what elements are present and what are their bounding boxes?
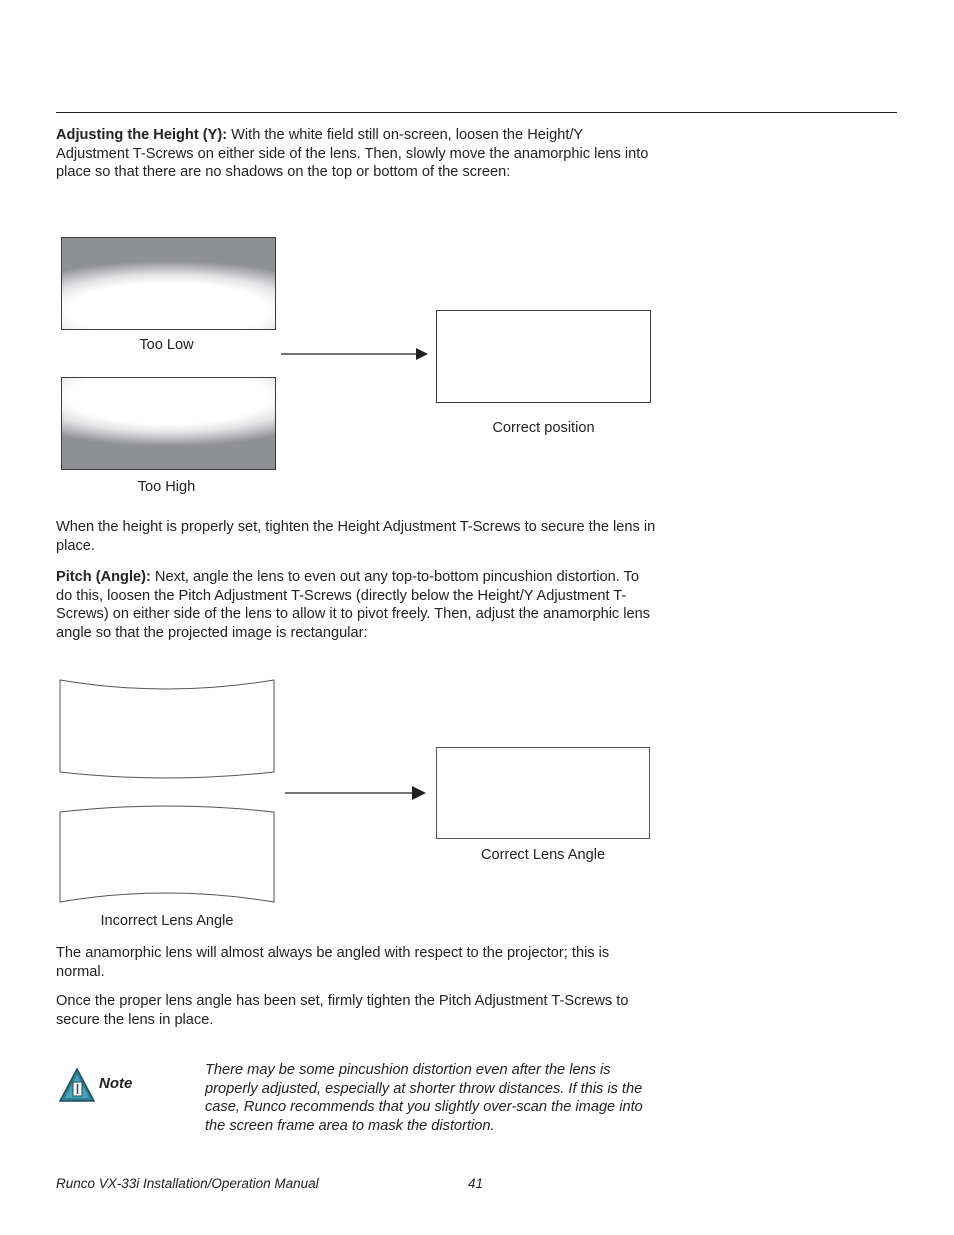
correct-position-caption: Correct position [492, 420, 595, 436]
height-heading: Adjusting the Height (Y): [56, 127, 228, 143]
incorrect-angle-screen-top [56, 676, 280, 782]
incorrect-angle-caption: Incorrect Lens Angle [100, 913, 234, 929]
pitch-heading: Pitch (Angle): [56, 569, 151, 585]
footer-manual-title: Runco VX-33i Installation/Operation Manual [56, 1176, 319, 1191]
too-high-screen [61, 377, 276, 470]
arrow-icon [280, 346, 430, 362]
pitch-paragraph [56, 568, 656, 642]
height-paragraph [56, 126, 656, 182]
header-rule [56, 112, 897, 113]
too-low-caption: Too Low [139, 337, 194, 353]
angled-paragraph: The anamorphic lens will almost always be angled with respect to the projector; this is normal. [56, 945, 610, 980]
too-high-caption: Too High [137, 479, 196, 495]
tighten-paragraph: Once the proper lens angle has been set, firmly tighten the Pitch Adjustment T-Screws to secure the lens in place. [56, 993, 629, 1028]
incorrect-angle-screen-bottom [56, 804, 280, 908]
pitch-body: Next, angle the lens to even out any top-to-bottom pincushion distortion. To do this, loosen the Pitch Adjustment T-Screws (directly below the Height/Y Adjustment T-Screws) on either side of the lens to allow it to pivot freely. Then, adjust the anamorphic lens angle so that the projected image is rectangular: [56, 569, 651, 641]
note-pen-icon [58, 1067, 96, 1103]
note-text: There may be some pincushion distortion even after the lens is properly adjusted, especially at shorter throw distances. If this is the case, Runco recommends that you slightly over-scan the image into the screen frame area to mask the distortion. [205, 1062, 643, 1134]
correct-position-screen [436, 310, 651, 403]
too-low-screen [61, 237, 276, 330]
arrow-icon [284, 785, 429, 801]
page-number: 41 [468, 1176, 484, 1191]
height-body: With the white field still on-screen, loosen the Height/Y Adjustment T-Screws on either side of the lens. Then, slowly move the anamorphic lens into place so that there are no shadows on the top or bottom of the screen: [56, 127, 649, 181]
height-set-paragraph: When the height is properly set, tighten the Height Adjustment T-Screws to secure the lens in place. [56, 519, 656, 554]
note-label: Note [99, 1075, 133, 1092]
correct-angle-caption: Correct Lens Angle [480, 847, 606, 863]
correct-angle-screen [436, 747, 650, 839]
